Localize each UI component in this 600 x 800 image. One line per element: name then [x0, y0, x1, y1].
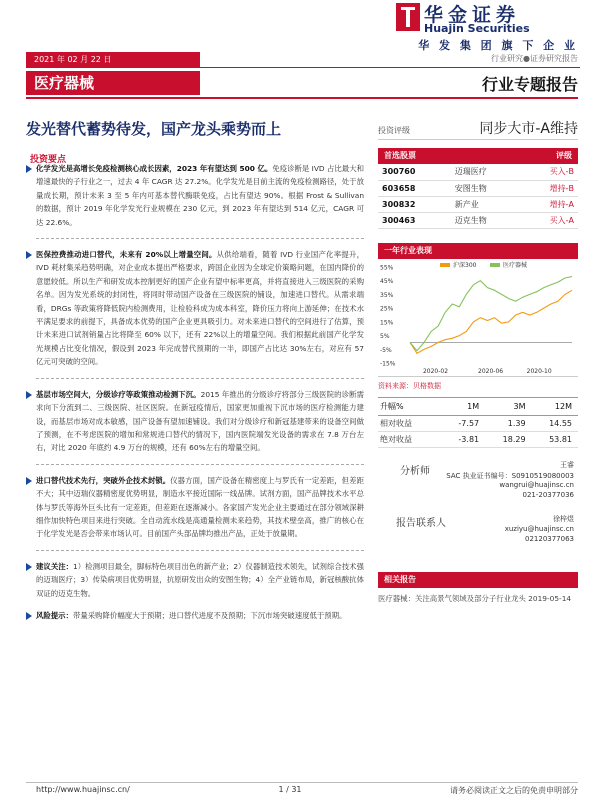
contact-phone: 02120377063: [525, 534, 574, 543]
chart-title: 一年行业表现: [378, 243, 578, 259]
legend-label: 沪深300: [453, 261, 477, 269]
company-logo-en: Huajin Securities: [424, 22, 530, 35]
column-header: 1M: [442, 397, 485, 415]
stocks-header: [378, 148, 578, 164]
footer-divider: [26, 782, 578, 783]
stock-name: 迈瑞医疗: [451, 164, 521, 180]
key-point-lead: 风险提示：: [36, 610, 73, 620]
sidebar: [378, 118, 578, 606]
x-tick-label: 2020-02: [422, 367, 449, 375]
contact-email[interactable]: xuziyu@huajinsc.cn: [504, 524, 574, 533]
report-date: 2021 年 02 月 22 日: [26, 52, 200, 68]
header-subline: [200, 67, 580, 68]
section-heading: 投资要点: [30, 155, 67, 165]
analyst-label: 分析师: [400, 465, 430, 477]
stock-rating: 增持-B: [521, 180, 578, 196]
investment-rating: [378, 118, 578, 140]
table-cell: 14.55: [532, 415, 578, 431]
series-line: [410, 276, 572, 350]
column-header: 12M: [532, 397, 578, 415]
stock-rating: 买入-B: [521, 164, 578, 180]
key-points: [26, 162, 364, 631]
chart-source: 资料来源：贝格数据: [378, 381, 441, 390]
y-tick-label: -15%: [380, 360, 396, 367]
row-label: 相对收益: [378, 415, 442, 431]
key-point-3: [26, 388, 364, 455]
stock-table: [378, 164, 578, 229]
analyst-name: 王睿: [560, 460, 574, 469]
related-report-link[interactable]: 医疗器械：关注高景气领域及部分子行业龙头 2019-05-14: [378, 593, 572, 603]
column-header: 升幅%: [378, 397, 442, 415]
series-line: [410, 290, 572, 353]
bullet-icon: [26, 612, 32, 620]
header-divider: [26, 97, 578, 99]
stocks-title: 首选股票: [384, 151, 416, 160]
legend-label: 医疗器械: [503, 261, 528, 269]
bullet-icon: [26, 165, 32, 173]
contact-label: 报告联系人: [396, 517, 446, 529]
y-tick-label: 25%: [380, 305, 394, 313]
key-point-6: [26, 609, 364, 622]
company-logo-icon: [396, 3, 420, 31]
divider: [36, 550, 364, 551]
bullet-icon: [26, 251, 32, 259]
page-title: 发光替代蓄势待发，国产龙头乘势而上: [26, 120, 282, 138]
key-point-body: 仪器方面，国产设备在精密度上与罗氏有一定差距，但差距不大；其中迈瑞仪器精密度优势明显，制造水平接近国际一线品牌。试剂方面，国产品牌技术水平总体与罗氏等海外巨头比有一定差距，但差距在逐渐减小。各家国产发光企业主要通过在部分领域深耕细作加快特色项目来进行突破。全自动流水线是高通量检测未来趋势，其技术壁垒高，推广的核心在于化学发光是否会带来市场认可。目前国产头部品牌均推出产品，正处于放量期。: [36, 475, 364, 539]
contact-name: 徐梓煜: [553, 514, 574, 523]
y-tick-label: 35%: [380, 291, 394, 299]
stock-code: 300832: [378, 196, 451, 212]
rating-label: 投资评级: [378, 126, 410, 135]
stocks-rating-head: 评级: [556, 151, 572, 160]
stock-rating: 买入-A: [521, 212, 578, 228]
industry-label: 医疗器械: [26, 71, 200, 95]
key-point-body: 2015 年推出的分级诊疗将部分三级医院的诊断需求向下分流到二、三级医院、社区医院。在新冠疫情后，国家更加重视下沉市场的医疗检测能力建设，而基层市场对成本敏感，国产设备有望加速铺设。我们对分级诊疗和新冠基建带来的设备空间做了预测，在不考虑医院的增加和常规进口替代的情况下，国内医院端发光设备的需求在 7.8 万台左右，对比 2020 年底约 4.9 万台的规模，还有 60%左右的增量空间。: [36, 389, 364, 453]
stock-name: 迈克生物: [451, 212, 521, 228]
key-point-lead: 进口替代技术先行，突破外企技术封锁。: [36, 475, 171, 485]
x-tick-label: 2020-10: [526, 367, 552, 375]
y-tick-label: 5%: [380, 332, 390, 340]
analyst-block: [378, 458, 578, 564]
performance-table: [378, 397, 578, 448]
table-cell: -7.57: [442, 415, 485, 431]
report-type: 行业专题报告: [481, 75, 578, 94]
table-row: [378, 164, 578, 180]
divider: [36, 238, 364, 239]
y-tick-label: -5%: [380, 346, 392, 354]
divider: [36, 464, 364, 465]
y-tick-label: 55%: [380, 264, 394, 271]
table-cell: 1.39: [485, 415, 531, 431]
analyst-sac: SAC 执业证书编号：S0910519080003: [446, 471, 574, 480]
table-cell: 53.81: [532, 431, 578, 447]
industry-chart: [378, 259, 578, 377]
key-point-lead: 基层市场空间大，分级诊疗等政策推动检测下沉。: [36, 389, 201, 399]
x-tick-label: 2020-06: [478, 367, 504, 375]
analyst-email[interactable]: wangrui@huajinsc.cn: [499, 480, 574, 489]
column-header: 3M: [485, 397, 531, 415]
stock-name: 新产业: [451, 196, 521, 212]
table-row: [378, 212, 578, 228]
table-row: [378, 431, 578, 447]
bullet-icon: [26, 391, 32, 399]
key-point-body: 带量采购降价幅度大于预期；进口替代进度不及预期；下沉市场突破速度低于预期。: [72, 610, 347, 620]
divider: [36, 378, 364, 379]
key-point-2: [26, 248, 364, 369]
y-tick-label: 15%: [380, 318, 394, 326]
key-point-lead: 化学发光是高增长免疫检测核心成长因素，2023 年有望达到 500 亿。: [36, 164, 273, 173]
key-point-body: 从供给端看，随着 IVD 行业国产化率提升，IVD 耗材集采趋势明确，对企业成本提出严格要求，跨国企业因为全球定价策略问题，在国内降价的意愿较低。所以生产和研发成本控制更好的国产企业有望中标率更高，并将直接进入三级医院的采购名单。因为发光系统的封闭性，将同时带动国产设备在三级医院的铺设，加速进口替代。从需求端看，DRGs 等政策将降低院内检测费用，让检验科成为成本科室，降价压力将向上游延伸；在技术水平满足要求的前提下，具备成本优势的国产企业更具吸引力。对未来进口替代的空间进行了估算，预计未来进口试剂销量占比将降至 60% 以下，还有 22%以上的增量空间。我们根据此前国产化学发光规模占比变化情况，假设到 2023 年完成替代预期的一半，即国产占比达 30%左右，对应有 57 亿元可突破的空间。: [36, 250, 365, 367]
table-cell: 18.29: [485, 431, 531, 447]
stock-code: 603658: [378, 180, 451, 196]
footer-url[interactable]: http://www.huajinsc.cn/: [36, 785, 130, 794]
y-tick-label: 45%: [380, 277, 394, 285]
table-row: [378, 415, 578, 431]
stock-code: 300463: [378, 212, 451, 228]
analyst-phone: 021-20377036: [522, 490, 574, 499]
key-point-lead: 医保控费推动进口替代，未来有 20%以上增量空间。: [36, 250, 217, 260]
key-point-1: [26, 162, 364, 229]
bullet-icon: [26, 477, 32, 485]
key-point-body: 免疫诊断是 IVD 占比最大和增速最快的子行业之一，过去 4 年 CAGR 达 27.2%。化学发光是目前主流的免疫检测路径，处于放量成长期，预计未来 3 至 5 年内可基本替代酶联免疫，占比有望达 90%。根据 Frost & Sullivan 的数据，预计 2019 年化学发光行业规模在 230 亿元，到 2023 年有望达到 514 亿元，CAGR 可达 22.6%。: [36, 164, 364, 227]
table-header-row: [378, 397, 578, 415]
group-slogan: 华 发 集 团 旗 下 企 业: [418, 39, 578, 52]
key-point-body: 1）检测项目最全，脚标特色项目出色的新产业；2）仪器制造技术领先，试剂综合技术强的迈瑞医疗；3）传染病项目优势明显，抗原研发出众的安图生物；4）全产业链布局，新冠核酸抗体双证的迈克生物。: [36, 561, 364, 598]
stock-rating: 增持-A: [521, 196, 578, 212]
report-tagline: 行业研究●证券研究报告: [491, 54, 578, 63]
line-chart: [378, 259, 578, 377]
table-cell: -3.81: [442, 431, 485, 447]
key-point-4: [26, 474, 364, 541]
disclaimer-note: 请务必阅读正文之后的免责申明部分: [450, 786, 578, 795]
table-row: [378, 180, 578, 196]
table-row: [378, 196, 578, 212]
company-logo-cn: 华金证券: [424, 4, 521, 26]
key-point-lead: 建议关注：: [36, 561, 74, 571]
legend-swatch: [490, 263, 500, 267]
page-number: 1 / 31: [278, 785, 302, 794]
bullet-icon: [26, 563, 32, 571]
related-reports-title: 相关报告: [378, 572, 578, 588]
key-point-5: [26, 560, 364, 600]
stock-name: 安图生物: [451, 180, 521, 196]
stock-code: 300760: [378, 164, 451, 180]
legend-swatch: [440, 263, 450, 267]
rating-value: 同步大市-A维持: [479, 121, 578, 137]
row-label: 绝对收益: [378, 431, 442, 447]
